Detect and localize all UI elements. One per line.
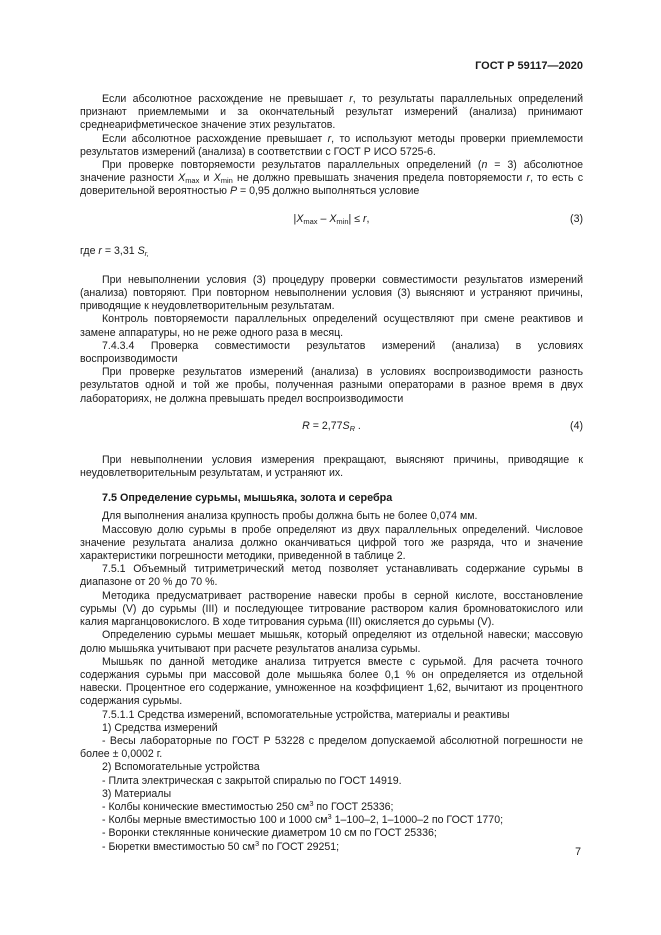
list-item: - Колбы конические вместимостью 250 $см^3$ по ГОСТ 25336;: [102, 798, 394, 813]
paragraph: При проверке повторяемости результатов параллельных определений (n = 3) абсолютное значение разности $X_{max}$ и $X_{min}$ не должно превышать значения предела повторяемости r, то есть с доверительной вероятностью P = 0,95 должно выполняться условие: [80, 159, 584, 198]
page-content: [80, 93, 583, 854]
paragraph: Массовую долю сурьмы в пробе определяют из двух параллельных определений. Числовое значение результата анализа должно оканчиваться цифрой того же разряда, что и значение характеристики погрешности методики, приведенной в таблице 2.: [80, 523, 583, 563]
formula-4: [80, 420, 583, 438]
paragraph: Если абсолютное расхождение превышает r, то используют методы проверки приемлемости результатов измерений (анализа) в соответствии с ГОСТ Р ИСО 5725-6.: [80, 132, 583, 158]
formula-3-number: (3): [570, 212, 583, 225]
paragraph: При невыполнении условия измерения прекращают, выясняют причины, приводящие к неудовлетворительным результатам, и устраняют их.: [80, 453, 583, 480]
paragraph: 7.5.1.1 Средства измерений, вспомогательные устройства, материалы и реактивы: [102, 708, 510, 721]
list-item: - Весы лабораторные по ГОСТ Р 53228 с пределом допускаемой абсолютной погрешности не более ± 0,0002 г.: [80, 734, 583, 761]
formula-3-where: где r = 3,31 $S_{r,}$: [80, 244, 149, 258]
paragraph: 7.5.1 Объемный титриметрический метод позволяет устанавливать содержание сурьмы в диапазоне от 20 % до 70 %.: [80, 563, 583, 589]
list-heading: 2) Вспомогательные устройства: [102, 761, 260, 774]
formula-3: [80, 213, 583, 231]
paragraph: Если абсолютное расхождение не превышает r, то результаты параллельных определений признают приемлемыми и за окончательный результат измерений (анализа) принимают среднеарифметическое значение этих результатов.: [80, 93, 583, 132]
formula-3-expression: $|X_{max} - X_{min}| \le r$,: [293, 212, 370, 226]
section-heading: 7.5 Определение сурьмы, мышьяка, золота и серебра: [102, 492, 393, 505]
list-heading: 3) Материалы: [102, 787, 172, 800]
paragraph: Для выполнения анализа крупность пробы должна быть не более 0,074 мм.: [102, 510, 478, 523]
list-heading: 1) Средства измерений: [102, 721, 218, 734]
list-item: - Плита электрическая с закрытой спиралью по ГОСТ 14919.: [102, 774, 402, 787]
paragraph: При невыполнении условия (3) процедуру проверки совместимости результатов измерений (анализа) повторяют. При повторном невыполнении условия (3) выясняют и устраняют причины, приводящие к неудовлетворительным результатам.: [80, 273, 583, 313]
formula-4-expression: $R = 2,77S_R$ .: [302, 419, 361, 433]
paragraph: Методика предусматривает растворение навески пробы в серной кислоте, восстановление сурьмы (V) до сурьмы (III) и последующее титрование раствором калия бромноватокислого или калия марганцовокислого. В ходе титрования сурьма (III) окисляется до сурьмы (V).: [80, 589, 583, 629]
formula-4-number: (4): [570, 419, 583, 432]
page-number: 7: [575, 846, 581, 858]
paragraph: Определению сурьмы мешает мышьяк, который определяют из отдельной навески; массовую долю мышьяка учитывают при расчете результатов анализа сурьмы.: [80, 629, 583, 655]
paragraph: Мышьяк по данной методике анализа титруется вместе с сурьмой. Для расчета точного содержания сурьмы при массовой доле мышьяка более 0,1 % он определяется из отдельной навески. Процентное его содержание, умноженное на коэффициент 1,62, вычитают из процентного содержания сурьмы.: [80, 655, 583, 708]
paragraph: 7.4.3.4 Проверка совместимости результатов измерений (анализа) в условиях воспроизводимости: [80, 339, 583, 366]
paragraph: Контроль повторяемости параллельных определений осуществляют при смене реактивов и замене аппаратуры, но не реже одного раза в месяц.: [80, 313, 583, 339]
list-item: - Бюретки вместимостью 50 $см^3$ по ГОСТ 29251;: [102, 838, 340, 853]
list-item: - Колбы мерные вместимостью 100 и 1000 $см^3$ 1–100–2, 1–1000–2 по ГОСТ 1770;: [102, 812, 504, 827]
paragraph: При проверке результатов измерений (анализа) в условиях воспроизводимости разность результатов одной и той же пробы, полученная разными операторами в разное время в двух лабораториях, не должна превышать предел воспроизводимости: [80, 366, 583, 405]
standard-header: ГОСТ Р 59117—2020: [475, 60, 583, 72]
list-item: - Воронки стеклянные конические диаметром 10 см по ГОСТ 25336;: [102, 827, 437, 840]
